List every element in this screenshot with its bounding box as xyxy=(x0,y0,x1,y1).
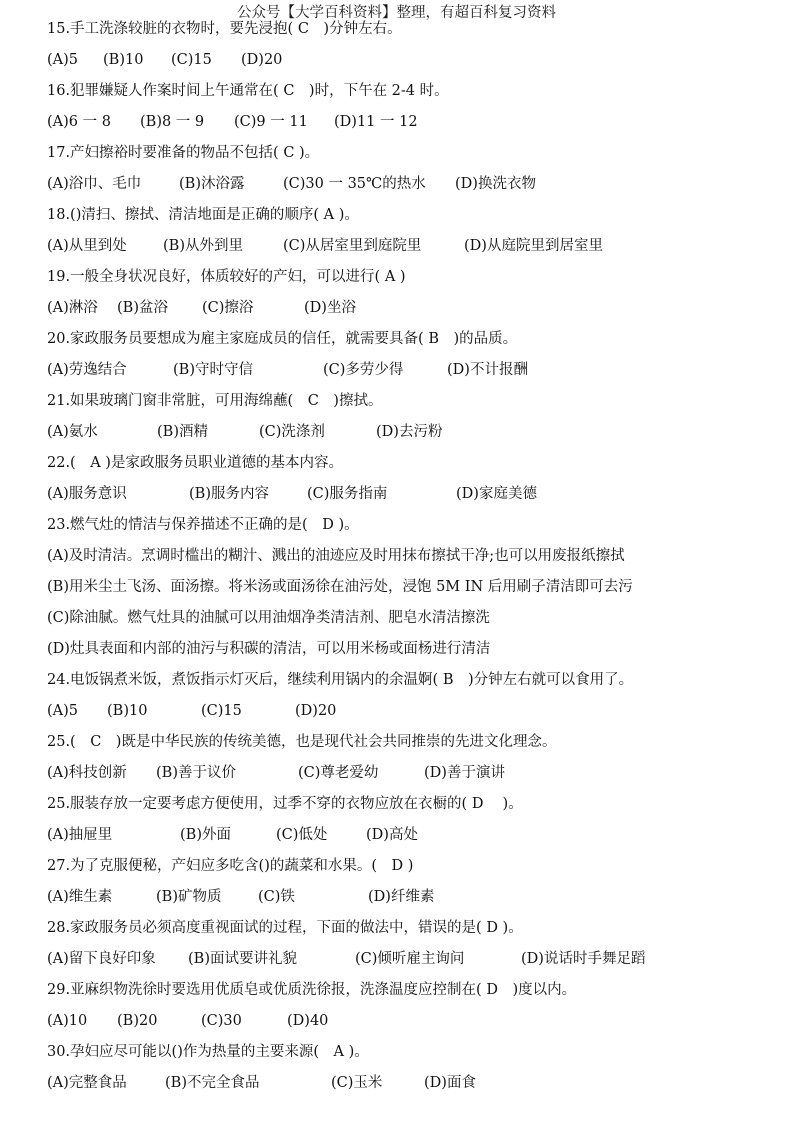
option-d: (D)面食 xyxy=(424,1075,476,1091)
question-stem: 19.一般全身状况良好，体质较好的产妇，可以进行( A ) xyxy=(47,269,406,285)
option-row xyxy=(47,1006,767,1037)
question-stem: 22.( A )是家政服务员职业道德的基本内容。 xyxy=(47,455,343,471)
option-d: (D)灶具表面和内部的油污与积碳的清洁，可以用米杨或面杨进行清洁 xyxy=(47,641,491,657)
option-b: (B)善于议价 xyxy=(156,765,236,781)
option-row xyxy=(47,944,767,975)
option-b: (B)20 xyxy=(117,1013,158,1029)
option-row xyxy=(47,882,767,913)
option-c: (C)除油腻。燃气灶具的油腻可以用油烟净类清洁剂、肥皂水清洁擦洗 xyxy=(47,610,490,626)
option-c: (C)尊老爱幼 xyxy=(298,765,379,781)
option-a: (A)氨水 xyxy=(47,424,98,440)
option-b: (B)不完全食品 xyxy=(165,1075,260,1091)
watermark-header: 公众号【大学百科资料】整理，有超百科复习资料 xyxy=(237,5,556,21)
option-b: (B)盆浴 xyxy=(117,300,168,316)
option-b: (B)面试要讲礼貌 xyxy=(188,951,297,967)
option-c: (C)洗涤剂 xyxy=(259,424,325,440)
option-c: (C)玉米 xyxy=(331,1075,383,1091)
question-stem: 17.产妇擦裕时要准备的物品不包括( C )。 xyxy=(47,145,320,161)
option-c: (C)30 xyxy=(201,1013,242,1029)
question-stem: 25.服装存放一定要考虑方便使用，过季不穿的衣物应放在衣橱的( D )。 xyxy=(47,796,523,812)
option-d: (D)换洗衣物 xyxy=(455,176,536,192)
option-d: (D)去污粉 xyxy=(376,424,443,440)
option-d: (D)坐浴 xyxy=(304,300,356,316)
option-d: (D)20 xyxy=(241,52,283,68)
option-d: (D)说话时手舞足蹈 xyxy=(521,951,646,967)
option-d: (D)20 xyxy=(295,703,337,719)
option-c: (C)低处 xyxy=(276,827,328,843)
option-row xyxy=(47,45,767,76)
option-d: (D)40 xyxy=(287,1013,329,1029)
option-a: (A)从里到处 xyxy=(47,238,127,254)
option-b: (B)外面 xyxy=(180,827,231,843)
option-b: (B)用米尘土飞汤、面汤擦。将米汤或面汤徐在油污处，浸饱 5M IN 后用刷子清洁即可去污 xyxy=(47,579,633,595)
question-stem: 27.为了克服便秘，产妇应多吃含()的蔬菜和水果。( D ) xyxy=(47,858,414,874)
option-c: (C)15 xyxy=(171,52,212,68)
option-a: (A)5 xyxy=(47,52,79,68)
option-b: (B)服务内容 xyxy=(189,486,269,502)
option-row xyxy=(47,820,767,851)
question-stem: 15.手工洗涤较脏的衣物时，要先浸抱( C )分钟左右。 xyxy=(47,21,402,37)
option-row xyxy=(47,1068,767,1099)
question-stem: 30.孕妇应尽可能以()作为热量的主要来源( A )。 xyxy=(47,1044,369,1060)
option-row xyxy=(47,417,767,448)
option-d: (D)善于演讲 xyxy=(424,765,505,781)
option-a: (A)淋浴 xyxy=(47,300,98,316)
question-stem: 16.犯罪嫌疑人作案时间上午通常在( C )时，下午在 2-4 时。 xyxy=(47,83,449,99)
option-d: (D)纤维素 xyxy=(368,889,435,905)
question-stem: 23.燃气灶的情洁与保养描述不正确的是( D )。 xyxy=(47,517,359,533)
option-a: (A)科技创新 xyxy=(47,765,127,781)
option-a: (A)维生素 xyxy=(47,889,113,905)
option-b: (B)8 一 9 xyxy=(140,114,205,130)
option-d: (D)不计报酬 xyxy=(447,362,528,378)
option-d: (D)11 一 12 xyxy=(334,114,418,130)
option-b: (B)从外到里 xyxy=(163,238,243,254)
option-d: (D)从庭院里到居室里 xyxy=(464,238,603,254)
question-stem: 21.如果玻璃门窗非常脏，可用海绵蘸( C )擦拭。 xyxy=(47,393,383,409)
question-stem: 24.电饭锅煮米饭，煮饭指示灯灭后，继续利用锅内的余温婀( B )分钟左右就可以食用了。 xyxy=(47,672,634,688)
question-stem: 29.亚麻织物洗徐时要选用优质皂或优质洗徐报，洗涤温度应控制在( D )度以内。 xyxy=(47,982,577,998)
option-row xyxy=(47,696,767,727)
option-c: (C)多劳少得 xyxy=(323,362,404,378)
option-c: (C)9 一 11 xyxy=(234,114,308,130)
option-row xyxy=(47,293,767,324)
question-list xyxy=(47,14,767,1099)
option-c: (C)倾听雇主询问 xyxy=(355,951,465,967)
option-a: (A)服务意识 xyxy=(47,486,127,502)
option-d: (D)家庭美德 xyxy=(456,486,537,502)
option-c: (C)从居室里到庭院里 xyxy=(283,238,422,254)
option-b: (B)酒精 xyxy=(157,424,208,440)
option-a: (A)浴巾、毛巾 xyxy=(47,176,142,192)
question-stem: 25.( C )既是中华民族的传统美德，也是现代社会共同推崇的先进文化理念。 xyxy=(47,734,557,750)
option-a: (A)及时清洁。烹调时槛出的糊汁、溅出的油迹应及时用抹布擦拭干净;也可以用废报纸擦拭 xyxy=(47,548,625,564)
option-row xyxy=(47,758,767,789)
option-row xyxy=(47,107,767,138)
option-c: (C)铁 xyxy=(258,889,295,905)
option-a: (A)留下良好印象 xyxy=(47,951,156,967)
option-b: (B)10 xyxy=(103,52,144,68)
option-row xyxy=(47,169,767,200)
option-a: (A)劳逸结合 xyxy=(47,362,127,378)
option-c: (C)15 xyxy=(201,703,242,719)
question-stem: 28.家政服务员必须高度重视面试的过程，下面的做法中，错误的是( D )。 xyxy=(47,920,523,936)
option-a: (A)5 xyxy=(47,703,79,719)
option-a: (A)完整食品 xyxy=(47,1075,127,1091)
option-d: (D)高处 xyxy=(366,827,418,843)
option-c: (C)服务指南 xyxy=(307,486,388,502)
option-row xyxy=(47,479,767,510)
option-a: (A)6 一 8 xyxy=(47,114,111,130)
option-b: (B)守时守信 xyxy=(173,362,253,378)
option-b: (B)10 xyxy=(107,703,148,719)
option-row xyxy=(47,355,767,386)
question-stem: 18.()清扫、擦拭、清洁地面是正确的顺序( A )。 xyxy=(47,207,359,223)
option-row xyxy=(47,231,767,262)
option-c: (C)擦浴 xyxy=(202,300,254,316)
option-c: (C)30 一 35℃的热水 xyxy=(283,176,426,192)
question-stem: 20.家政服务员要想成为雇主家庭成员的信任，就需要具备( B )的品质。 xyxy=(47,331,518,347)
option-a: (A)10 xyxy=(47,1013,88,1029)
option-b: (B)矿物质 xyxy=(156,889,222,905)
option-a: (A)抽屉里 xyxy=(47,827,113,843)
option-b: (B)沐浴露 xyxy=(179,176,245,192)
